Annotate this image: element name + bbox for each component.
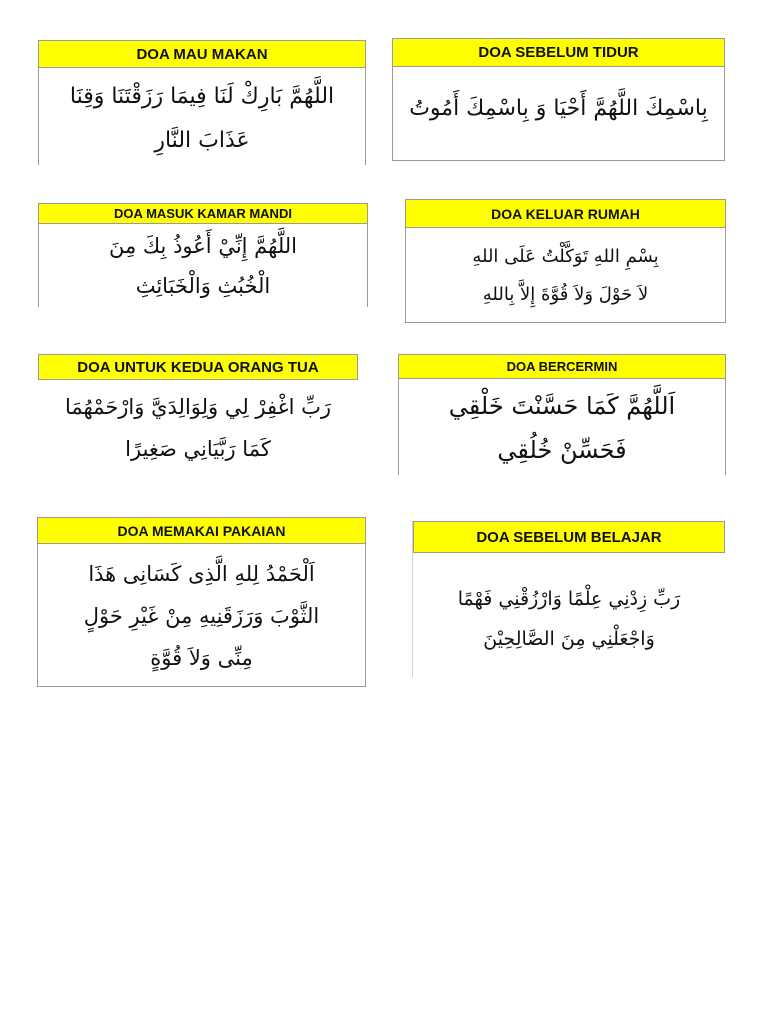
prayer-line: كَمَا رَبَّيَانِي صَغِيرًا <box>125 437 271 461</box>
card-title: DOA MAU MAKAN <box>39 41 365 68</box>
card-doa-memakai-pakaian <box>37 517 366 687</box>
prayer-line: فَحَسِّنْ خُلُقِي <box>497 435 627 464</box>
card-title: DOA SEBELUM BELAJAR <box>413 521 725 553</box>
card-title: DOA SEBELUM TIDUR <box>393 39 724 67</box>
prayer-line: اللَّهُمَّ إِنِّيْ أَعُوذُ بِكَ مِنَ <box>108 234 298 258</box>
card-doa-mau-makan <box>38 40 366 165</box>
prayer-text <box>38 544 365 687</box>
card-title: DOA MASUK KAMAR MANDI <box>39 204 367 224</box>
card-doa-untuk-kedua-orang-tua <box>38 354 358 476</box>
prayer-line: الْخُبُثِ وَالْخَبَائِثِ <box>135 274 271 298</box>
prayer-text <box>393 67 724 161</box>
card-title: DOA UNTUK KEDUA ORANG TUA <box>38 354 358 380</box>
prayer-text <box>38 380 358 476</box>
prayer-text <box>39 224 367 307</box>
prayer-line: اَلْحَمْدُ لِلهِ الَّذِى كَسَانِى هَذَا <box>88 561 315 586</box>
prayer-line: رَبِّ اغْفِرْ لِي وَلِوَالِدَيَّ وَارْحَمْهُمَا <box>64 395 332 419</box>
prayer-line: لاَ حَوْلَ وَلاَ قُوَّةَ إِلاَّ بِاللهِ <box>482 283 649 305</box>
prayer-line: وَاجْعَلْنِي مِنَ الصَّالِحِيْنَ <box>483 628 655 650</box>
prayer-text <box>39 68 365 165</box>
prayer-line: اللَّهُمَّ بَارِكْ لَنَا فِيمَا رَزَقْتَنَا وَقِنَا <box>69 84 335 109</box>
card-doa-bercermin <box>398 354 726 475</box>
prayer-line: الثَّوْبَ وَرَزَقَنِيهِ مِنْ غَيْرِ حَوْلٍ <box>83 603 320 628</box>
prayer-line: مِنِّى وَلاَ قُوَّةٍ <box>150 645 253 670</box>
prayer-line: اَللَّهُمَّ كَمَا حَسَّنْتَ خَلْقِي <box>448 391 676 420</box>
prayer-line: بِاسْمِكَ اللَّهُمَّ أَحْيَا وَ بِاسْمِكَ أَمُوتُ <box>409 96 708 121</box>
prayer-text <box>399 379 725 475</box>
card-title: DOA BERCERMIN <box>399 355 725 379</box>
card-title: DOA KELUAR RUMAH <box>406 200 725 228</box>
prayer-text <box>406 228 725 323</box>
prayer-line: عَذَابَ النَّارِ <box>154 128 250 153</box>
prayer-line: رَبِّ زِدْنِي عِلْمًا وَارْزُقْنِي فَهْمًا <box>457 588 681 610</box>
card-doa-masuk-kamar-mandi <box>38 203 368 307</box>
card-doa-sebelum-belajar <box>412 521 725 677</box>
card-title: DOA MEMAKAI PAKAIAN <box>38 518 365 544</box>
card-doa-keluar-rumah <box>405 199 726 323</box>
prayer-text <box>413 553 725 677</box>
prayer-line: بِسْمِ اللهِ تَوَكَّلْتُ عَلَى اللهِ <box>472 245 659 267</box>
card-doa-sebelum-tidur <box>392 38 725 161</box>
